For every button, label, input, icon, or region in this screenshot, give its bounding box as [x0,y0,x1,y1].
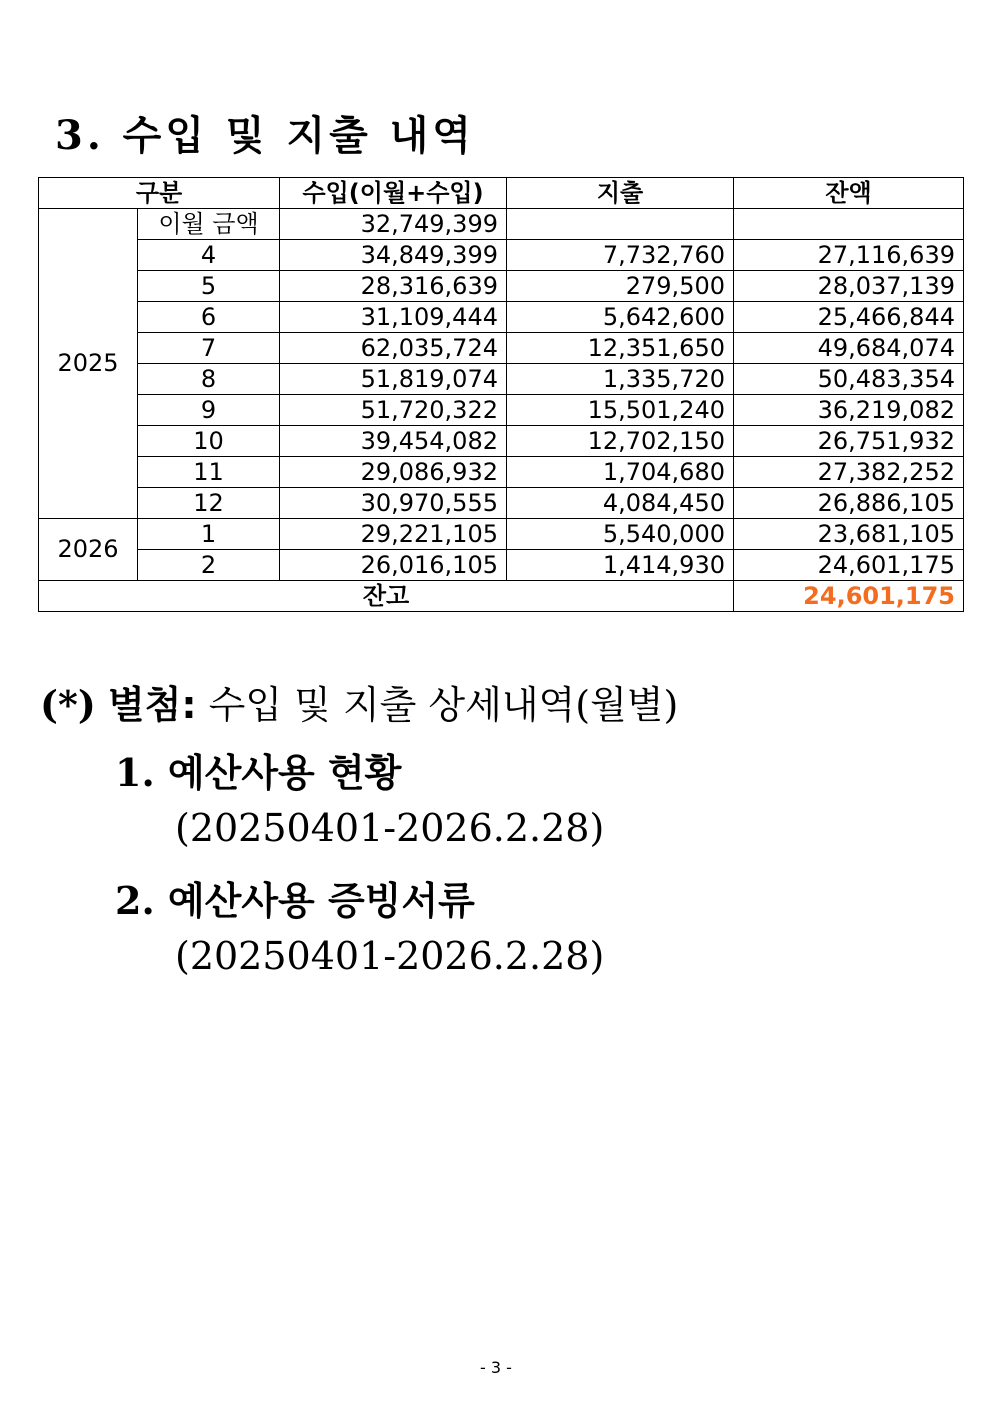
table-row [39,333,964,364]
balance-cell: 36,219,082 [734,395,964,426]
expense-cell: 1,414,930 [507,550,734,581]
table-row [39,426,964,457]
balance-cell: 26,886,105 [734,488,964,519]
income-cell: 51,819,074 [280,364,507,395]
balance-cell: 24,601,175 [734,550,964,581]
income-cell: 29,221,105 [280,519,507,550]
income-cell: 29,086,932 [280,457,507,488]
table-row [39,395,964,426]
empty-cell [734,209,964,240]
income-cell: 51,720,322 [280,395,507,426]
expense-cell: 1,335,720 [507,364,734,395]
table-row [39,271,964,302]
table-header-row [39,178,964,209]
carryover-label: 이월 금액 [138,209,280,240]
income-cell: 34,849,399 [280,240,507,271]
table-row [39,209,964,240]
expense-cell: 1,704,680 [507,457,734,488]
attachment-mark: (*) [40,682,96,727]
month-cell: 1 [138,519,280,550]
month-cell: 6 [138,302,280,333]
attachment-item-2-title: 2. 예산사용 증빙서류 [115,878,475,923]
carryover-income: 32,749,399 [280,209,507,240]
month-cell: 9 [138,395,280,426]
table-row [39,457,964,488]
header-expense: 지출 [507,178,734,209]
expense-cell: 5,540,000 [507,519,734,550]
empty-cell [507,209,734,240]
income-cell: 39,454,082 [280,426,507,457]
balance-cell: 27,382,252 [734,457,964,488]
expense-cell: 7,732,760 [507,240,734,271]
year-cell: 2026 [39,519,138,581]
page-number: - 3 - [480,1358,512,1377]
attachment-text: 수입 및 지출 상세내역(월별) [208,683,679,727]
income-expense-table [38,177,964,612]
section-title: 3. 수입 및 지출 내역 [55,112,475,159]
header-balance: 잔액 [734,178,964,209]
balance-cell: 23,681,105 [734,519,964,550]
balance-cell: 28,037,139 [734,271,964,302]
month-cell: 11 [138,457,280,488]
month-cell: 10 [138,426,280,457]
balance-cell: 50,483,354 [734,364,964,395]
table-row [39,488,964,519]
expense-cell: 279,500 [507,271,734,302]
month-cell: 7 [138,333,280,364]
month-cell: 8 [138,364,280,395]
month-cell: 5 [138,271,280,302]
income-cell: 26,016,105 [280,550,507,581]
expense-cell: 4,084,450 [507,488,734,519]
total-row [39,581,964,612]
expense-cell: 15,501,240 [507,395,734,426]
month-cell: 2 [138,550,280,581]
income-cell: 62,035,724 [280,333,507,364]
balance-cell: 25,466,844 [734,302,964,333]
attachment-label: 별첨: [107,683,197,727]
header-income: 수입(이월+수입) [280,178,507,209]
table-row [39,550,964,581]
balance-cell: 27,116,639 [734,240,964,271]
table-row [39,519,964,550]
attachment-item-1-period: (20250401-2026.2.28) [175,806,605,850]
header-category: 구분 [39,178,280,209]
table-row [39,302,964,333]
income-cell: 30,970,555 [280,488,507,519]
expense-cell: 12,351,650 [507,333,734,364]
month-cell: 4 [138,240,280,271]
table-row [39,364,964,395]
balance-cell: 49,684,074 [734,333,964,364]
attachment-item-1-title: 1. 예산사용 현황 [115,750,402,795]
year-cell: 2025 [39,209,138,519]
total-balance-value: 24,601,175 [734,581,964,612]
balance-cell: 26,751,932 [734,426,964,457]
income-cell: 31,109,444 [280,302,507,333]
expense-cell: 12,702,150 [507,426,734,457]
expense-cell: 5,642,600 [507,302,734,333]
month-cell: 12 [138,488,280,519]
attachment-item-2-period: (20250401-2026.2.28) [175,934,605,978]
attachment-heading [40,674,678,729]
table-row [39,240,964,271]
total-label: 잔고 [39,581,734,612]
income-cell: 28,316,639 [280,271,507,302]
